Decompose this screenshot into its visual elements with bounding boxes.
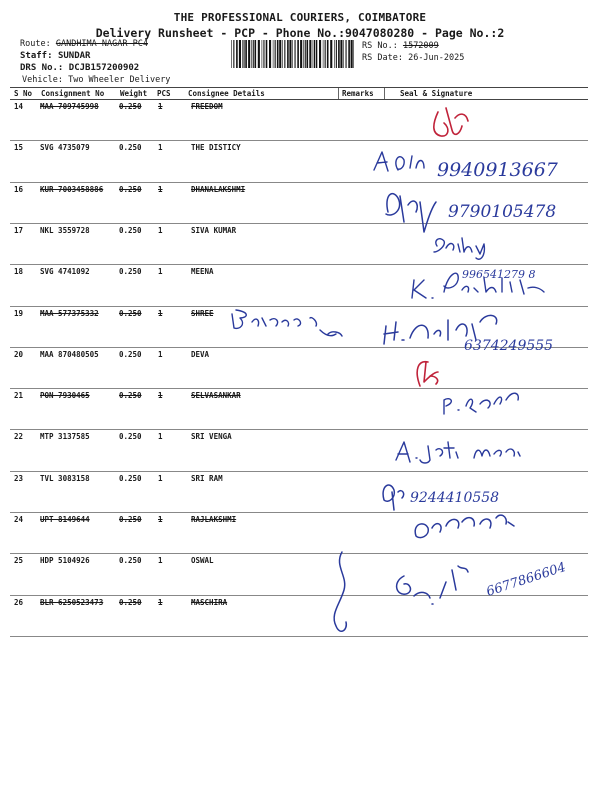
row-consignment-no: MAA 709745998: [40, 102, 99, 111]
signature-row-25: [334, 552, 568, 631]
col-pcs: PCS: [157, 89, 171, 98]
row-sno: 20: [14, 349, 24, 359]
signature-row-20: [417, 362, 438, 386]
handwriting-phone-18: 996541279 8: [462, 268, 536, 281]
row-pcs: 1: [158, 349, 163, 359]
handwriting-phone-23: 9244410558: [410, 490, 500, 506]
col-remarks: Remarks: [342, 89, 374, 98]
row-weight: 0.250: [119, 184, 142, 194]
row-weight: 0.250: [119, 432, 142, 442]
row-weight: 0.250: [119, 225, 142, 235]
row-pcs: 1: [158, 225, 163, 235]
row-weight: 0.250: [119, 515, 142, 524]
drs-value: DCJB157200902: [68, 63, 140, 73]
row-consignment-no: HDP 5104926: [40, 556, 90, 566]
rs-date-label: RS Date:: [362, 53, 403, 63]
row-consignee: RAJLAKSHMI: [191, 515, 237, 524]
handwriting-phone-19: 6374249555: [464, 338, 554, 354]
row-sno: 23: [14, 473, 24, 483]
row-consignee: MASCHIRA: [191, 597, 228, 607]
row-weight: 0.250: [119, 597, 142, 607]
company-title: THE PROFESSIONAL COURIERS, COIMBATORE: [173, 11, 427, 24]
row-pcs: 1: [158, 597, 163, 607]
row-weight: 0.250: [119, 267, 142, 277]
route-value: GANDHIMA NAGAR PC4: [55, 39, 148, 49]
row-consignee: FREEDOM: [191, 102, 223, 111]
row-consignment-no: PON 7930465: [40, 391, 90, 401]
row-sno: 16: [14, 184, 24, 194]
row-sno: 17: [14, 225, 24, 235]
signature-row-22: [396, 442, 520, 463]
signature-row-23: [383, 485, 499, 510]
route-label: Route:: [20, 39, 51, 49]
signature-row-15: [374, 152, 559, 181]
row-pcs: 1: [158, 184, 163, 194]
row-pcs: 1: [158, 432, 163, 442]
rs-no-value: 1572009: [402, 41, 439, 51]
vehicle-value: Two Wheeler Delivery: [68, 75, 171, 85]
row-consignee: DEVA: [191, 349, 210, 359]
signature-row-14: [434, 108, 468, 136]
row-consignment-no: MAA 577375332: [40, 308, 99, 318]
col-consignment: Consignment No: [41, 89, 105, 98]
row-sno: 14: [14, 102, 24, 111]
drs-label: DRS No.:: [20, 63, 64, 73]
signature-row-24: [415, 515, 514, 537]
row-pcs: 1: [158, 391, 163, 401]
row-consignee: SIVA KUMAR: [191, 225, 237, 235]
row-consignment-no: SVG 4735079: [40, 143, 90, 153]
row-consignee: SRI RAM: [191, 473, 223, 483]
row-consignee: SHREE: [191, 308, 214, 318]
col-sno: S No: [14, 89, 33, 98]
handwriting-phone-25: 6677866604: [484, 559, 568, 600]
col-consignee: Consignee Details: [188, 89, 265, 98]
vehicle-label: Vehicle:: [22, 75, 63, 85]
row-sno: 25: [14, 556, 24, 566]
row-consignment-no: MAA 870480505: [40, 349, 99, 359]
row-weight: 0.250: [119, 473, 142, 483]
row-sno: 15: [14, 143, 24, 153]
col-weight: Weight: [120, 89, 148, 98]
remark-row-19: [232, 310, 342, 336]
staff-value: SUNDAR: [57, 51, 91, 61]
row-consignee: OSWAL: [191, 556, 214, 566]
signature-row-21: [444, 393, 518, 414]
row-consignment-no: SVG 4741092: [40, 267, 90, 277]
row-weight: 0.250: [119, 556, 142, 566]
runsheet-subtitle: Delivery Runsheet - PCP - Phone No.:9047080280 - Page No.:2: [95, 26, 505, 40]
signature-row-16: [386, 194, 556, 232]
row-weight: 0.250: [119, 308, 142, 318]
handwriting-phone-15: 9940913667: [437, 159, 558, 181]
row-weight: 0.250: [119, 102, 142, 111]
col-seal-signature: Seal & Signature: [400, 89, 473, 98]
row-consignee: THE DISTICY: [191, 143, 241, 153]
handwriting-phone-16: 9790105478: [448, 202, 557, 222]
row-consignee: SRI VENGA: [191, 432, 232, 442]
row-consignment-no: MTP 3137585: [40, 432, 90, 442]
row-sno: 22: [14, 432, 24, 442]
row-pcs: 1: [158, 267, 163, 277]
row-consignment-no: UPT 8149644: [40, 515, 90, 524]
signature-row-18: [412, 268, 544, 298]
row-consignment-no: NKL 3559728: [40, 225, 90, 235]
rs-no-label: RS No.:: [362, 41, 398, 51]
row-sno: 19: [14, 308, 24, 318]
row-sno: 21: [14, 391, 24, 401]
signature-row-17: [434, 238, 484, 259]
row-consignment-no: TVL 3083158: [40, 473, 90, 483]
rs-date-value: 26-Jun-2025: [408, 53, 465, 63]
row-weight: 0.250: [119, 391, 142, 401]
row-sno: 24: [14, 515, 24, 524]
row-weight: 0.250: [119, 143, 142, 153]
row-pcs: 1: [158, 515, 163, 524]
signature-row-19: [384, 315, 553, 354]
row-consignee: MEENA: [191, 267, 214, 277]
staff-label: Staff:: [20, 51, 53, 61]
row-consignment-no: BLR 6250523473: [40, 597, 104, 607]
row-consignee: SELVASANKAR: [191, 391, 241, 401]
row-pcs: 1: [158, 473, 163, 483]
row-pcs: 1: [158, 556, 163, 566]
row-pcs: 1: [158, 308, 163, 318]
row-consignee: DHANALAKSHMI: [191, 184, 246, 194]
row-sno: 18: [14, 267, 24, 277]
row-sno: 26: [14, 597, 24, 607]
row-consignment-no: KUR 7003458886: [40, 184, 104, 194]
row-pcs: 1: [158, 143, 163, 153]
row-weight: 0.250: [119, 349, 142, 359]
row-pcs: 1: [158, 102, 163, 111]
